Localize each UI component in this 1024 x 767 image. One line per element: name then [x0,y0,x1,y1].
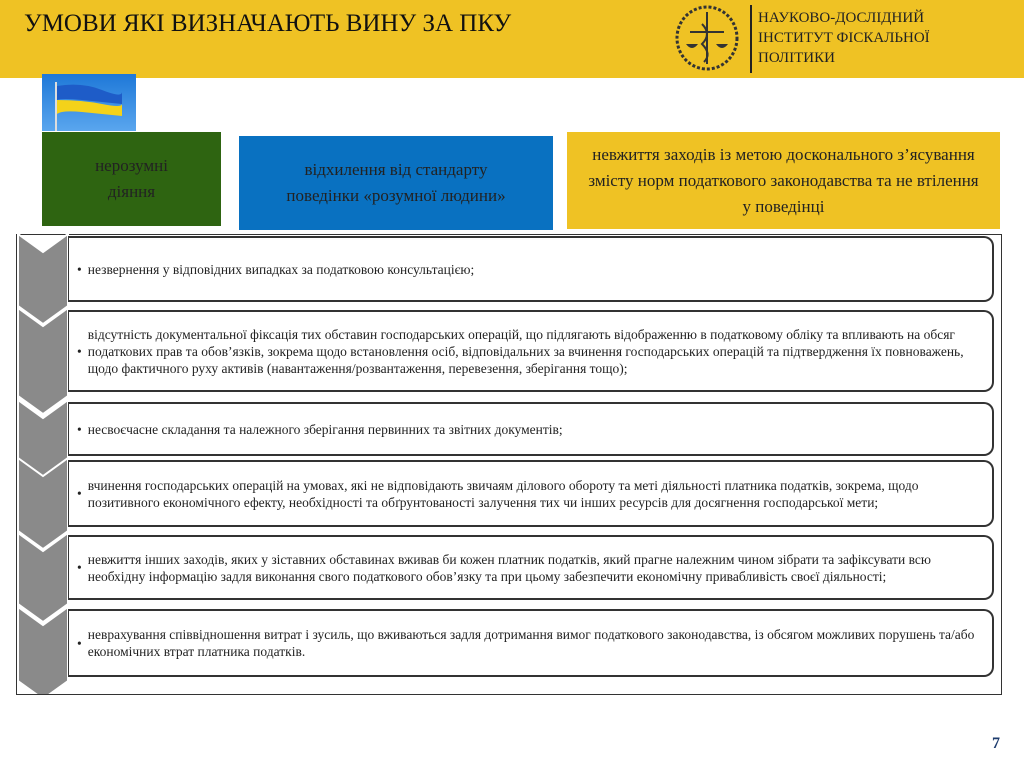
chevron-column [17,234,69,694]
logo-divider [750,5,752,73]
category-box-reasonable-person [239,136,553,230]
category-box-unreasonable-acts [42,132,221,226]
condition-text: вчинення господарських операцій на умовах, які не відповідають звичаям ділового обороту та меті діяльності платника податків, зокрема, щодо позитивного економічного ефекту, необхідності та обґрунтованості залучення тих чи інших ресурсів для досягнення господарської мети; [87,477,919,510]
condition-item [68,402,994,456]
header-bar [0,0,1024,78]
condition-item [68,609,994,677]
bullet: • [77,421,82,437]
bullet: • [77,635,82,651]
category-box-no-measures [567,132,1000,229]
box-text: відхилення від стандарту поведінки «розумної людини» [286,160,506,205]
page-title: УМОВИ ЯКІ ВИЗНАЧАЮТЬ ВИНУ ЗА ПКУ [24,10,512,37]
bullet: • [77,261,82,277]
condition-text: невжиття інших заходів, яких у зіставних обставинах вживав би кожен платник податків, який прагне належним чином зібрати та зафіксувати всю необхідну інформацію задля виконання свого податкового обов’язку та при цьому забезпечити економічну привабливість своєї діяльності; [87,551,931,584]
condition-text: неврахування співвідношення витрат і зусиль, що вживаються задля дотримання вимог податкового законодавства, із обсягом можливих порушень та/або економічних втрат платника податків. [87,627,975,659]
bullet: • [77,343,82,359]
ukraine-flag-image [42,74,136,131]
institute-line: ПОЛІТИКИ [758,50,835,66]
condition-text: несвоєчасне складання та належного зберігання первинних та звітних документів; [87,421,563,437]
box-text: невжиття заходів із метою досконального з’ясування змісту норм податкового законодавства та не втілення у поведінці [588,144,979,216]
condition-text: незвернення у відповідних випадках за податковою консультацією; [87,261,475,277]
box-text: нерозумні діяння [95,156,168,201]
condition-item [68,460,994,527]
condition-item [68,310,994,392]
chevron-down-icon [18,234,68,324]
condition-text: відсутність документальної фіксація тих обставин господарських операцій, що підлягають відображенню в податковому обліку та впливають на обсяг податкових прав та обов’язків, зокрема щодо встановлення осіб, відповідальних за вчинення господарських операцій та підтвердження їх повноважень, щодо фактичного руху активів (навантаження/розвантаження, перевезення, зберігання тощо); [87,326,964,376]
condition-item [68,535,994,600]
page-number: 7 [992,735,1000,752]
bullet: • [77,486,82,501]
institute-line: ІНСТИТУТ ФІСКАЛЬНОЇ [758,30,930,46]
institute-logo-icon [672,4,742,72]
institute-name [758,8,930,68]
institute-line: НАУКОВО-ДОСЛІДНИЙ [758,10,925,26]
condition-item [68,236,994,302]
bullet: • [77,560,82,575]
